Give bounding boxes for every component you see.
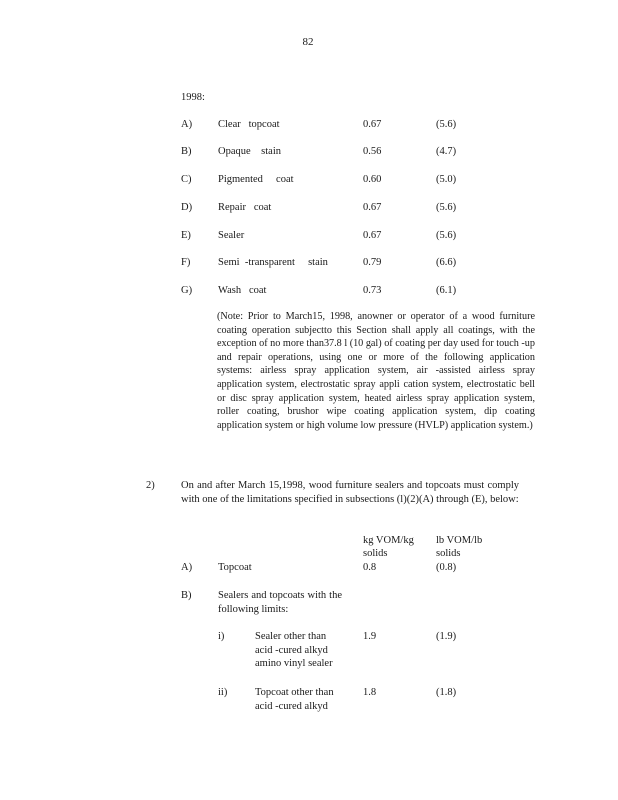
page-number: 82 — [302, 36, 314, 48]
coating-label: Repair coat — [218, 202, 272, 213]
coating-label: Sealers and topcoats with the following limits: — [218, 590, 342, 615]
lb-column-header: lb VOM/lb solids — [436, 535, 483, 559]
row-letter: C) — [181, 174, 192, 185]
row-letter: F) — [181, 257, 191, 268]
row-letter: E) — [181, 230, 191, 241]
row-letter: G) — [181, 285, 193, 296]
kg-value: 0.56 — [363, 146, 382, 157]
lb-value: (5.6) — [436, 230, 457, 241]
row-letter: A) — [181, 562, 193, 573]
kg-value: 0.67 — [363, 119, 382, 130]
coating-label: Wash coat — [218, 285, 267, 296]
coating-label: Sealer — [218, 230, 245, 241]
kg-value: 0.79 — [363, 257, 382, 268]
coating-label: Topcoat — [218, 562, 252, 573]
item-2-paragraph: On and after March 15,1998, wood furniture sealers and topcoats must comply with one of the limitations specified in subsections (l)(2)(A) through (E), below: — [181, 480, 519, 505]
row-letter: B) — [181, 590, 192, 601]
lb-value: (5.6) — [436, 202, 457, 213]
row-letter: B) — [181, 146, 192, 157]
lb-value: (5.6) — [436, 119, 457, 130]
row-letter: A) — [181, 119, 193, 130]
coating-label: Pigmented coat — [218, 174, 294, 185]
kg-column-header: kg VOM/kg solids — [363, 535, 414, 559]
row-numeral: i) — [218, 631, 225, 642]
kg-value: 0.67 — [363, 202, 382, 213]
coating-label: Topcoat other than acid -cured alkyd — [255, 687, 334, 712]
kg-value: 0.8 — [363, 562, 377, 573]
lb-value: (1.8) — [436, 687, 457, 698]
kg-value: 0.60 — [363, 174, 382, 185]
coating-label: Opaque stain — [218, 146, 281, 157]
kg-value: 0.73 — [363, 285, 382, 296]
coating-label: Clear topcoat — [218, 119, 280, 130]
coating-label: Semi -transparent stain — [218, 257, 328, 268]
lb-value: (0.8) — [436, 562, 457, 573]
row-letter: D) — [181, 202, 193, 213]
kg-value: 1.9 — [363, 631, 377, 642]
coating-label: Sealer other than acid -cured alkyd amino vinyl sealer — [255, 631, 333, 670]
item-number: 2) — [146, 480, 155, 491]
lb-value: (1.9) — [436, 631, 457, 642]
kg-value: 0.67 — [363, 230, 382, 241]
lb-value: (5.0) — [436, 174, 457, 185]
year-heading: 1998: — [181, 92, 205, 103]
lb-value: (6.1) — [436, 285, 457, 296]
row-numeral: ii) — [218, 687, 228, 698]
kg-value: 1.8 — [363, 687, 377, 698]
lb-value: (6.6) — [436, 257, 457, 268]
lb-value: (4.7) — [436, 146, 457, 157]
note-paragraph: (Note: Prior to March15, 1998, anowner or operator of a wood furniture coating operation subjectto this Section shall apply all coatings, with the exception of no more than37.8 l (10 gal) of coating per day used for touch -up and repair operations, using one or more of the following application systems: airless spray application system, air -assisted airless spray application system, electrostatic spray appli cation system, electrostatic bell or disc spray application system, heated airless spray application system, roller coating, brushor wipe coating application system, dip coating application system or high volume low pressure (HVLP) application system.) — [217, 311, 535, 431]
